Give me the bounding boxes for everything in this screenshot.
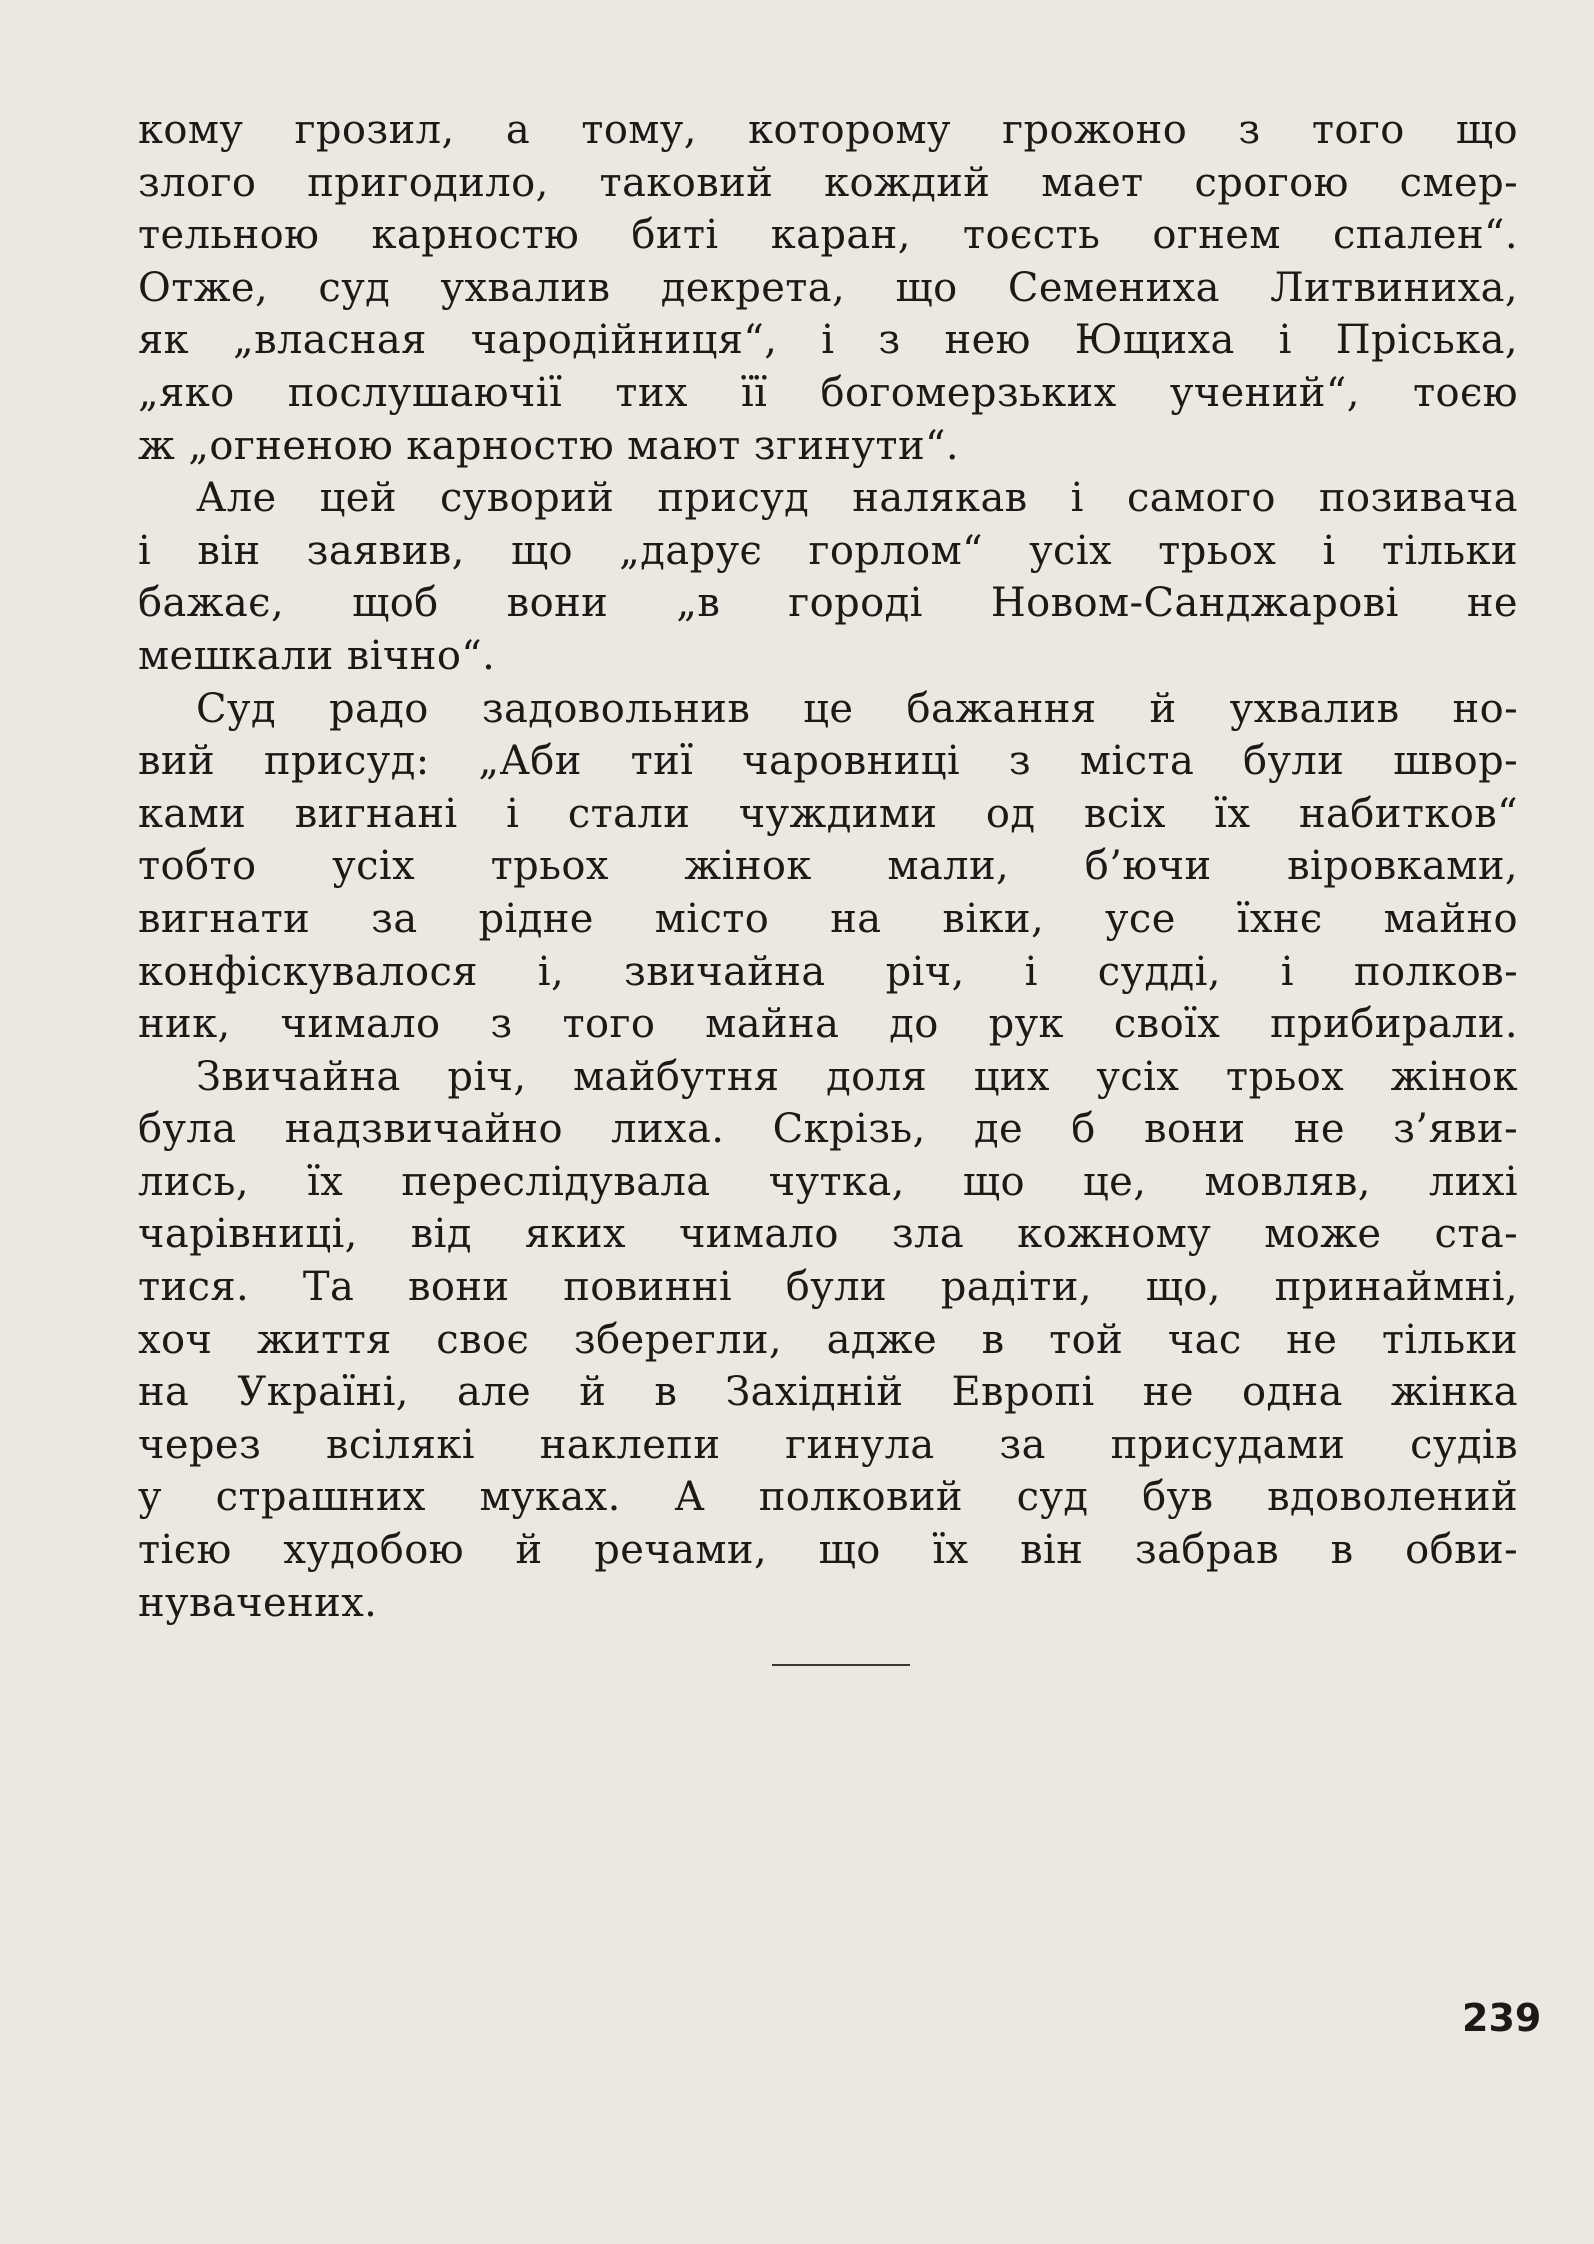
text-line: конфіскувалося і, звичайна річ, і судді, і полков- [138,948,1518,995]
text-line: через всілякі наклепи гинула за присудами судів [138,1421,1518,1468]
text-line: ками вигнані і стали чуждими од всіх їх набитков“ [138,790,1518,837]
text-line: вигнати за рідне місто на віки, усе їхнє майно [138,895,1518,942]
text-line: тією худобою й речами, що їх він забрав в обви- [138,1527,1518,1574]
text-line: Суд радо задовольнив це бажання й ухвалив но- [196,685,1518,732]
text-line: мешкали вічно“. [138,632,496,679]
text-line: тобто усіх трьох жінок мали, б’ючи віровками, [138,843,1518,890]
text-line: тися. Та вони повинні були радіти, що, принаймні, [138,1264,1518,1311]
text-line: нувачених. [138,1579,378,1626]
text-line: у страшних муках. А полковий суд був вдоволений [138,1474,1518,1521]
text-line: ж „огненою карностю мают згинути“. [138,422,959,469]
text-line: була надзвичайно лиха. Скрізь, де б вони не з’яви- [138,1106,1518,1153]
text-line: Отже, суд ухвалив декрета, що Семениха Литвиниха, [138,264,1518,311]
body-text [138,104,1518,1629]
text-line: Звичайна річ, майбутня доля цих усіх трьох жінок [196,1053,1518,1100]
text-line: лись, їх переслідувала чутка, що це, мовляв, лихі [138,1158,1518,1205]
text-line: як „власная чародійниця“, і з нею Ющиха і Пріська, [138,317,1518,364]
text-line: і він заявив, що „дарує горлом“ усіх трьох і тільки [138,527,1518,574]
section-divider [772,1664,910,1666]
text-line: „яко послушаючії тих її богомерзьких учений“, тоєю [138,369,1518,416]
page-number: 239 [1462,1996,1542,2040]
text-line: тельною карностю биті каран, тоєсть огнем спален“. [138,212,1518,259]
text-line: бажає, щоб вони „в городі Новом-Санджарові не [138,580,1518,627]
text-line: злого пригодило, таковий кождий мает срогою смер- [138,159,1518,206]
text-line: ник, чимало з того майна до рук своїх прибирали. [138,1001,1518,1048]
text-line: на Україні, але й в Західній Европі не одна жінка [138,1369,1518,1416]
text-line: хоч життя своє зберегли, адже в той час не тільки [138,1316,1518,1363]
text-line: чарівниці, від яких чимало зла кожному може ста- [138,1211,1518,1258]
text-line: Але цей суворий присуд налякав і самого позивача [196,475,1518,522]
text-line: кому грозил, а тому, которому грожоно з того що [138,107,1518,153]
text-line: вий присуд: „Аби тиї чаровниці з міста були швор- [138,738,1518,785]
